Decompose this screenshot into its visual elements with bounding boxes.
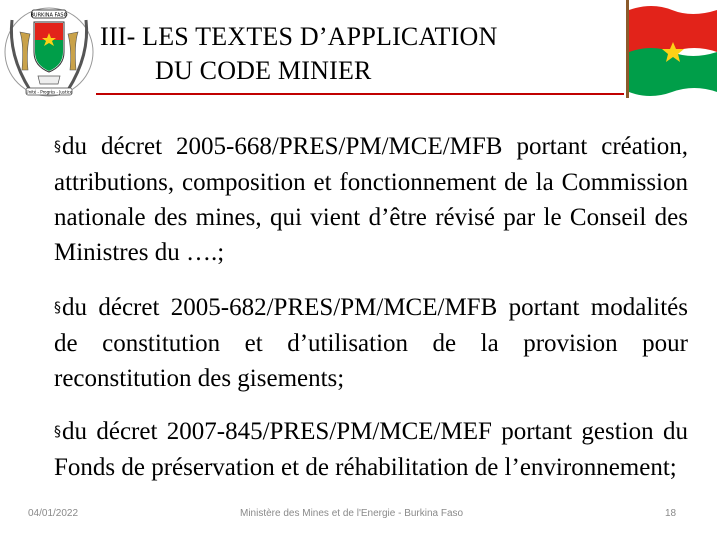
svg-text:Unité - Progrès - Justice: Unité - Progrès - Justice [25,89,73,95]
flag-icon [622,0,720,98]
bullet-text-3: du décret 2007-845/PRES/PM/MCE/MEF portant gestion du Fonds de préservation et de réhabilitation de l’environnement; [54,418,688,481]
coat-of-arms-icon [0,0,98,104]
bullet-paragraph-2 [54,290,688,396]
footer-date: 04/01/2022 [28,508,79,519]
bullet-text-2: du décret 2005-682/PRES/PM/MCE/MFB portant modalités de constitution et d’utilisation de la provision pour reconstitution des gisements; [54,294,688,392]
footer-page-number: 18 [665,508,677,519]
svg-text:BURKINA FASO: BURKINA FASO [30,12,68,19]
title-underline [96,93,624,95]
bullet-paragraph-3 [54,414,688,485]
bullet-marker: § [54,424,61,440]
slide-title [100,20,620,88]
bullet-marker: § [54,139,61,155]
footer-ministry: Ministère des Mines et de l'Energie - Burkina Faso [240,508,464,519]
title-line-1: III- LES TEXTES D’APPLICATION [100,22,498,51]
bullet-marker: § [54,300,61,316]
bullet-paragraph-1 [54,129,688,270]
title-line-2: DU CODE MINIER [155,56,372,85]
bullet-text-1: du décret 2005-668/PRES/PM/MCE/MFB portant création, attributions, composition et fonctionnement de la Commission nationale des mines, qui vient d’être révisé par le Conseil des Ministres du ….; [54,133,688,266]
